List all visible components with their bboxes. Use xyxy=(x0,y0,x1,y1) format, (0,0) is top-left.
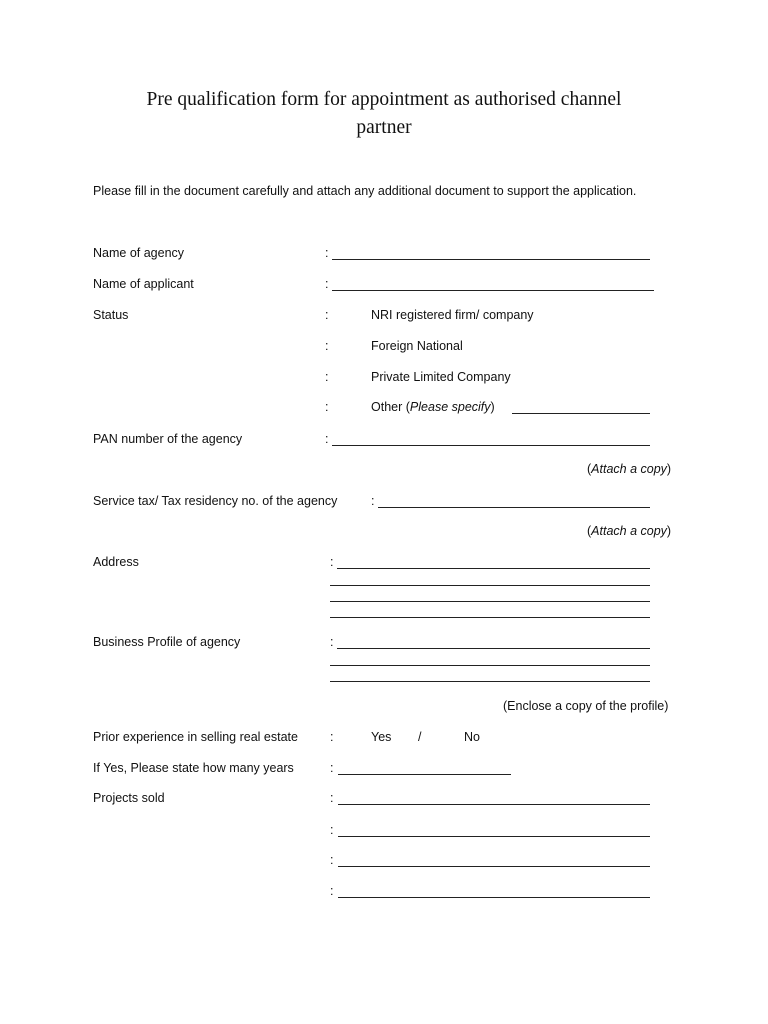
attach-copy-note-service-tax xyxy=(587,524,671,538)
service-tax-field[interactable] xyxy=(378,507,650,508)
colon: : xyxy=(330,635,334,649)
years-field[interactable] xyxy=(338,774,511,775)
status-option-private-limited[interactable]: Private Limited Company xyxy=(371,370,511,384)
colon: : xyxy=(330,730,334,744)
status-option-nri[interactable]: NRI registered firm/ company xyxy=(371,308,534,322)
address-line-4[interactable] xyxy=(330,617,650,618)
projects-sold-line-4[interactable] xyxy=(338,897,650,898)
status-option-foreign-national[interactable]: Foreign National xyxy=(371,339,463,353)
address-line-3[interactable] xyxy=(330,601,650,602)
paren-close: ) xyxy=(666,462,672,476)
colon: : xyxy=(325,277,329,291)
colon: : xyxy=(330,791,334,805)
experience-no-option[interactable]: No xyxy=(464,730,480,744)
instruction-text: Please fill in the document carefully and attach any additional document to support the application. xyxy=(93,184,637,198)
label-business-profile: Business Profile of agency xyxy=(93,635,241,649)
projects-sold-line-3[interactable] xyxy=(338,866,650,867)
attach-copy-text: Attach a copy xyxy=(591,524,667,538)
label-applicant-name: Name of applicant xyxy=(93,277,194,291)
agency-name-field[interactable] xyxy=(332,259,650,260)
form-title-line-1: Pre qualification form for appointment as authorised channel xyxy=(146,89,622,110)
colon: : xyxy=(330,884,334,898)
status-other-label: Other xyxy=(371,400,403,414)
business-profile-line-1[interactable] xyxy=(337,648,650,649)
colon: : xyxy=(330,555,334,569)
experience-yes-option[interactable]: Yes xyxy=(371,730,392,744)
label-years: If Yes, Please state how many years xyxy=(93,761,294,775)
colon: : xyxy=(325,400,329,414)
label-agency-name: Name of agency xyxy=(93,246,185,260)
business-profile-line-3[interactable] xyxy=(330,681,650,682)
paren-open: ( xyxy=(587,524,592,538)
label-address: Address xyxy=(93,555,139,569)
label-service-tax: Service tax/ Tax residency no. of the agency xyxy=(93,494,338,508)
status-other-specify-field[interactable] xyxy=(512,413,650,414)
attach-copy-text: Attach a copy xyxy=(591,462,667,476)
address-line-1[interactable] xyxy=(337,568,650,569)
address-line-2[interactable] xyxy=(330,585,650,586)
applicant-name-field[interactable] xyxy=(332,290,654,291)
paren-open: ( xyxy=(587,462,592,476)
label-status: Status xyxy=(93,308,129,322)
business-profile-line-2[interactable] xyxy=(330,665,650,666)
pan-number-field[interactable] xyxy=(332,445,650,446)
paren-open: ( xyxy=(405,400,410,414)
label-projects-sold: Projects sold xyxy=(93,791,165,805)
label-pan-number: PAN number of the agency xyxy=(93,432,243,446)
colon: : xyxy=(325,308,329,322)
colon: : xyxy=(325,246,329,260)
experience-slash: / xyxy=(418,730,422,744)
paren-close: ) xyxy=(666,524,672,538)
projects-sold-line-1[interactable] xyxy=(338,804,650,805)
colon: : xyxy=(330,823,334,837)
projects-sold-line-2[interactable] xyxy=(338,836,650,837)
colon: : xyxy=(325,339,329,353)
status-option-other[interactable] xyxy=(371,400,495,414)
colon: : xyxy=(330,853,334,867)
please-specify-text: Please specify xyxy=(409,400,491,414)
form-title-line-2: partner xyxy=(356,117,412,138)
colon: : xyxy=(371,494,375,508)
paren-close: ) xyxy=(490,400,495,414)
enclose-profile-note: (Enclose a copy of the profile) xyxy=(503,699,669,713)
label-prior-experience: Prior experience in selling real estate xyxy=(93,730,298,744)
form-title xyxy=(100,86,668,142)
colon: : xyxy=(325,370,329,384)
attach-copy-note-pan xyxy=(587,462,671,476)
colon: : xyxy=(330,761,334,775)
colon: : xyxy=(325,432,329,446)
